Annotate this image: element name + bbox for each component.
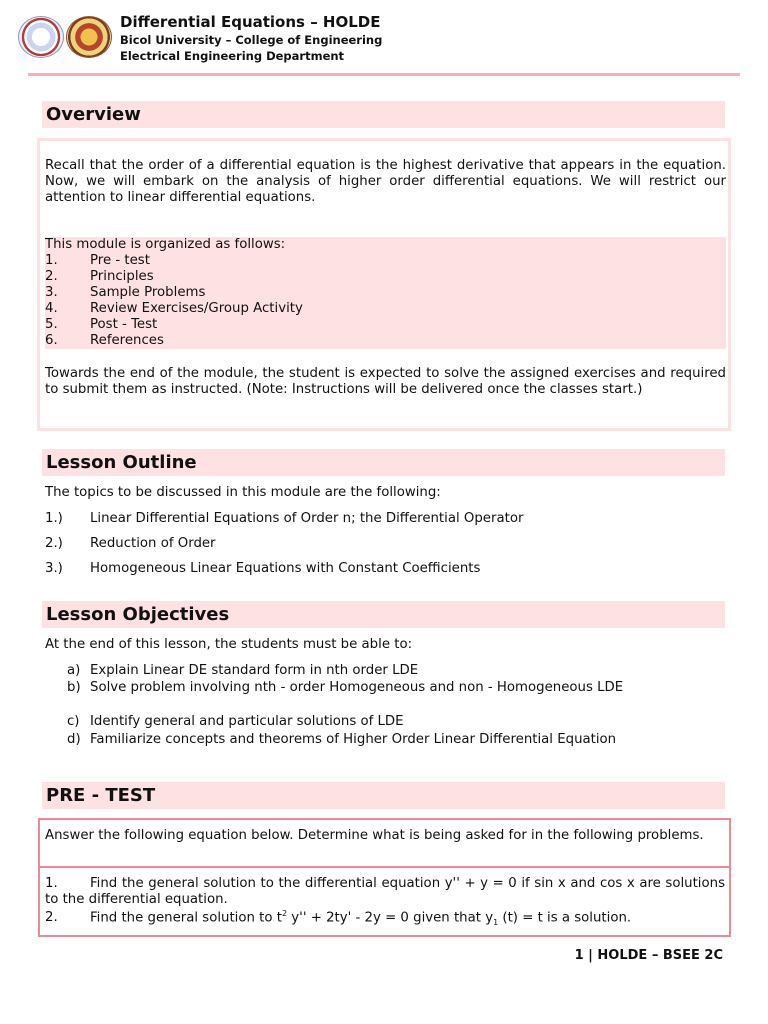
outline-item bbox=[45, 511, 523, 527]
college-seal-logo bbox=[66, 16, 112, 58]
objective-item bbox=[67, 713, 723, 730]
university-line: Bicol University – College of Engineering bbox=[120, 33, 383, 47]
list-item-text: Principles bbox=[90, 269, 154, 284]
list-item-text: Pre - test bbox=[90, 253, 150, 268]
question-text-part: (t) = t is a solution. bbox=[498, 910, 632, 926]
list-item-number: 2. bbox=[45, 269, 58, 284]
question-text-part: Find the general solution to t bbox=[90, 910, 282, 926]
list-item bbox=[45, 285, 726, 301]
list-item-number: 5. bbox=[45, 317, 58, 332]
objective-item bbox=[67, 662, 723, 679]
outline-item-text: Reduction of Order bbox=[90, 536, 216, 551]
list-item-number: 3. bbox=[45, 285, 58, 300]
outline-item bbox=[45, 561, 480, 577]
objective-text: Solve problem involving nth - order Homogeneous and non - Homogeneous LDE bbox=[90, 680, 624, 695]
list-item bbox=[45, 317, 726, 333]
list-item-text: Review Exercises/Group Activity bbox=[90, 301, 303, 316]
pretest-instruction-box bbox=[38, 818, 731, 867]
objective-text: Identify general and particular solutions of LDE bbox=[90, 714, 404, 729]
overview-heading: Overview bbox=[42, 101, 725, 128]
outline-item-text: Linear Differential Equations of Order n; the Differential Operator bbox=[90, 511, 524, 526]
list-item-number: 6. bbox=[45, 333, 58, 348]
list-item-text: Sample Problems bbox=[90, 285, 206, 300]
overview-box bbox=[37, 138, 731, 431]
pretest-heading: PRE - TEST bbox=[42, 782, 725, 809]
header-text bbox=[120, 12, 382, 64]
question-number: 2. bbox=[45, 910, 58, 926]
outline-item-number: 3.) bbox=[45, 561, 63, 576]
page-header bbox=[18, 12, 740, 76]
university-seal-logo bbox=[18, 16, 64, 58]
outline-item-number: 2.) bbox=[45, 536, 63, 551]
list-item-number: 1. bbox=[45, 253, 58, 268]
outline-intro: The topics to be discussed in this module are the following: bbox=[45, 485, 441, 500]
objective-label: d) bbox=[67, 732, 81, 747]
module-organization bbox=[45, 237, 726, 349]
list-item-text: Post - Test bbox=[90, 317, 158, 332]
overview-intro: Recall that the order of a differential equation is the highest derivative that appears in the equation. Now, we will embark on the analysis of higher order differential equations. We will restrict our attention to linear differential equations. bbox=[45, 158, 726, 205]
lesson-outline-heading: Lesson Outline bbox=[42, 449, 725, 476]
subscript: 1 bbox=[493, 918, 499, 928]
exponent: 2 bbox=[281, 909, 288, 918]
outline-item bbox=[45, 536, 216, 552]
pretest-question-1 bbox=[45, 876, 725, 908]
list-item bbox=[45, 269, 726, 285]
objective-label: b) bbox=[67, 680, 81, 695]
pretest-question-2 bbox=[45, 906, 725, 931]
objectives-intro: At the end of this lesson, the students must be able to: bbox=[45, 637, 413, 652]
objective-text: Familiarize concepts and theorems of Higher Order Linear Differential Equation bbox=[90, 732, 617, 747]
objective-label: c) bbox=[67, 714, 80, 729]
question-text-part: y'' + 2ty' - 2y = 0 given that y bbox=[287, 910, 494, 926]
objective-item bbox=[67, 679, 723, 696]
list-item bbox=[45, 253, 726, 269]
pretest-instruction: Answer the following equation below. Determine what is being asked for in the following problems. bbox=[45, 828, 704, 843]
question-number: 1. bbox=[45, 876, 58, 891]
outline-item-text: Homogeneous Linear Equations with Constant Coefficients bbox=[90, 561, 481, 576]
objective-label: a) bbox=[67, 663, 81, 678]
organization-label-text: This module is organized as follows: bbox=[45, 237, 286, 252]
objective-text: Explain Linear DE standard form in nth order LDE bbox=[90, 663, 419, 678]
lesson-objectives-heading: Lesson Objectives bbox=[42, 601, 725, 628]
list-item bbox=[45, 333, 726, 349]
outline-item-number: 1.) bbox=[45, 511, 63, 526]
pretest-questions-box bbox=[38, 867, 731, 937]
department-line: Electrical Engineering Department bbox=[120, 49, 345, 63]
list-item bbox=[45, 301, 726, 317]
page-footer: 1 | HOLDE – BSEE 2C bbox=[574, 948, 723, 963]
organization-label bbox=[45, 237, 726, 253]
list-item-text: References bbox=[90, 333, 164, 348]
list-item-number: 4. bbox=[45, 301, 58, 316]
overview-closing: Towards the end of the module, the student is expected to solve the assigned exercises and required to submit them as instructed. (Note: Instructions will be delivered once the classes start.) bbox=[45, 366, 726, 397]
objective-item bbox=[67, 731, 723, 748]
header-divider bbox=[28, 73, 740, 76]
question-text: Find the general solution to the differential equation y'' + y = 0 if sin x and cos x are solutions to the differential equation. bbox=[45, 876, 725, 907]
course-title: Differential Equations – HOLDE bbox=[120, 13, 381, 31]
